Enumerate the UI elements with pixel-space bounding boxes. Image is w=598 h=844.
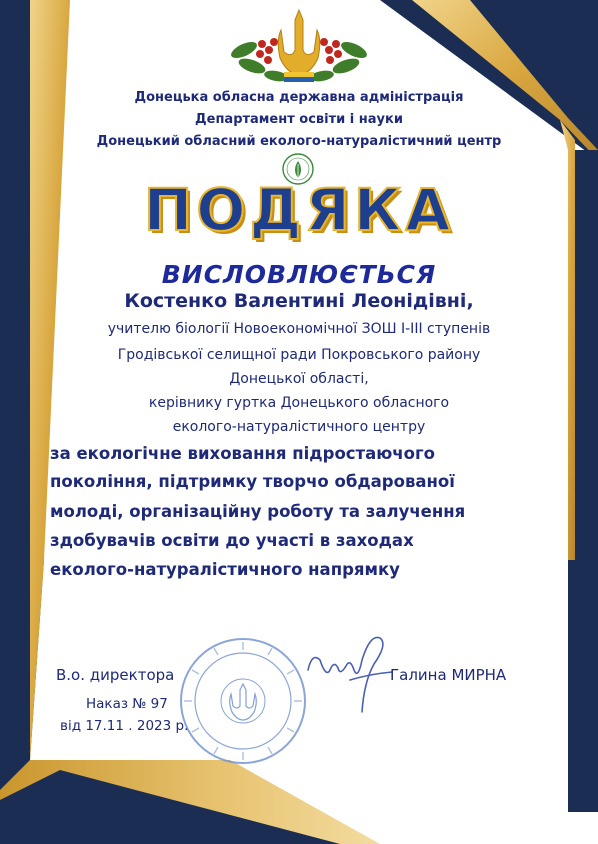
signatory-name: Галина МИРНА	[390, 666, 507, 684]
position-line: керівнику гуртка Донецького обласного	[148, 395, 450, 411]
handwritten-signature	[300, 630, 400, 720]
trident-emblem	[214, 6, 384, 86]
order-number: Наказ № 97	[86, 696, 168, 712]
header-administration: Донецька обласна державна адміністрація	[134, 90, 464, 105]
recipient-name: Костенко Валентині Леонідівні,	[124, 290, 474, 312]
header-department: Департамент освіти і науки	[195, 112, 403, 127]
reason-line: за екологічне виховання підростаючого	[50, 444, 435, 463]
official-stamp	[178, 636, 308, 766]
expression-heading: ВИСЛОВЛЮЄТЬСЯ	[161, 260, 437, 289]
order-date: від 17.11 . 2023 р.	[60, 718, 189, 734]
reason-line: молоді, організаційну роботу та залучення	[50, 502, 466, 521]
certificate-title: ПОДЯКА	[143, 176, 455, 244]
signatory-title: В.о. директора	[56, 666, 175, 684]
reason-line: здобувачів освіти до участі в заходах	[50, 531, 414, 550]
reason-line: еколого-натуралістичного напрямку	[50, 560, 400, 579]
position-line: Гродівської селищної ради Покровського району	[117, 347, 481, 363]
position-line: еколого-натуралістичного центру	[172, 419, 426, 435]
reason-line: покоління, підтримку творчо обдарованої	[50, 472, 455, 491]
position-line: учителю біології Новоекономічної ЗОШ І-ІІІ ступенів	[107, 321, 491, 337]
header-center: Донецький обласний еколого-натуралістичний центр	[96, 134, 502, 149]
position-line: Донецької області,	[229, 371, 369, 387]
